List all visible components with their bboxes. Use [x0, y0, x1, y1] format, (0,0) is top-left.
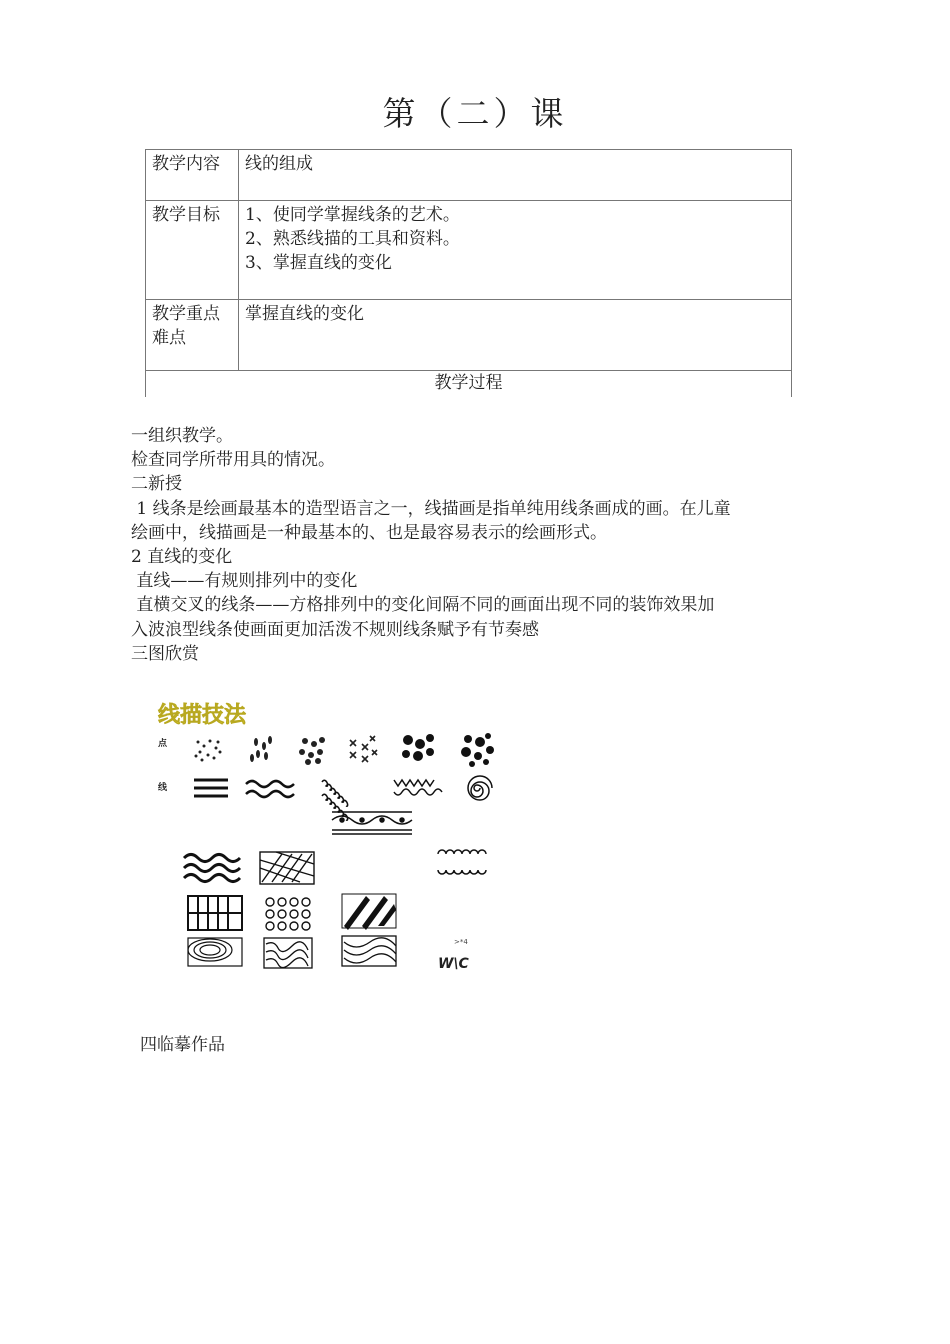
- wave-band-pattern: [184, 855, 240, 882]
- row-label: 教学内容: [146, 150, 239, 201]
- row-content: 线的组成: [239, 150, 792, 201]
- paragraph: 检查同学所带用具的情况。: [131, 450, 335, 471]
- dot-pattern-2: [250, 736, 272, 762]
- paragraph: 直横交叉的线条——方格排列中的变化间隔不同的画面出现不同的装饰效果加: [131, 595, 715, 616]
- row-label-dots: 点: [158, 739, 168, 749]
- dot-pattern-1: [195, 740, 222, 762]
- dot-pattern-6: [461, 733, 494, 767]
- flowing-lines-pattern: [342, 936, 396, 966]
- paragraph: 1 线条是绘画最基本的造型语言之一，线描画是指单纯用线条画成的画。在儿童: [131, 498, 731, 519]
- line-pattern-loops: [322, 780, 348, 820]
- paragraph: 绘画中，线描画是一种最基本的、也是最容易表示的绘画形式。: [131, 522, 607, 543]
- grid-pattern: [188, 896, 242, 930]
- paragraph: 入波浪型线条使画面更加活泼不规则线条赋予有节奏感: [131, 619, 539, 640]
- row-label-lines: 线: [158, 783, 168, 793]
- process-header: 教学过程: [146, 371, 792, 398]
- paragraph: 二新授: [131, 474, 182, 495]
- stray-text: >*4: [454, 938, 468, 946]
- leaf-pattern: [342, 894, 396, 930]
- swirl-cluster-pattern: [266, 898, 310, 930]
- stray-text-2: W\C: [438, 956, 469, 972]
- line-pattern-zigzag: [394, 780, 442, 795]
- table-row: [146, 201, 792, 300]
- paragraph: 一组织教学。: [131, 426, 233, 446]
- table-row: [146, 371, 792, 398]
- paragraph: 三图欣赏: [131, 643, 199, 664]
- dot-pattern-5: [402, 734, 434, 761]
- crosshatch-pattern: [260, 852, 314, 884]
- artwork-banner: 线描技法: [158, 703, 247, 728]
- table-row: [146, 150, 792, 201]
- line-pattern-spiral: [468, 776, 492, 800]
- row-label: 教学重点 难点: [146, 300, 239, 371]
- page-title: 第（二）课: [382, 94, 568, 133]
- lesson-body: [131, 424, 821, 666]
- table-row: [146, 300, 792, 371]
- scribble-pattern: [264, 938, 312, 968]
- curl-pattern: [438, 850, 486, 874]
- row-content: 1、使同学掌握线条的艺术。 2、熟悉线描的工具和资料。 3、掌握直线的变化: [239, 201, 792, 300]
- line-drawing-artwork: [150, 692, 500, 982]
- row-content: 掌握直线的变化: [239, 300, 792, 371]
- lesson-table: [145, 149, 792, 397]
- paragraph: 直线——有规则排列中的变化: [131, 571, 358, 592]
- paragraph: 2 直线的变化: [131, 547, 233, 568]
- line-pattern-wave: [246, 781, 294, 797]
- woodgrain-pattern-1: [188, 938, 242, 966]
- dot-pattern-4: [350, 736, 377, 762]
- row-label: 教学目标: [146, 201, 239, 300]
- closing-line: 四临摹作品: [140, 1035, 225, 1055]
- dot-pattern-3: [299, 737, 325, 765]
- line-pattern-straight: [194, 780, 228, 796]
